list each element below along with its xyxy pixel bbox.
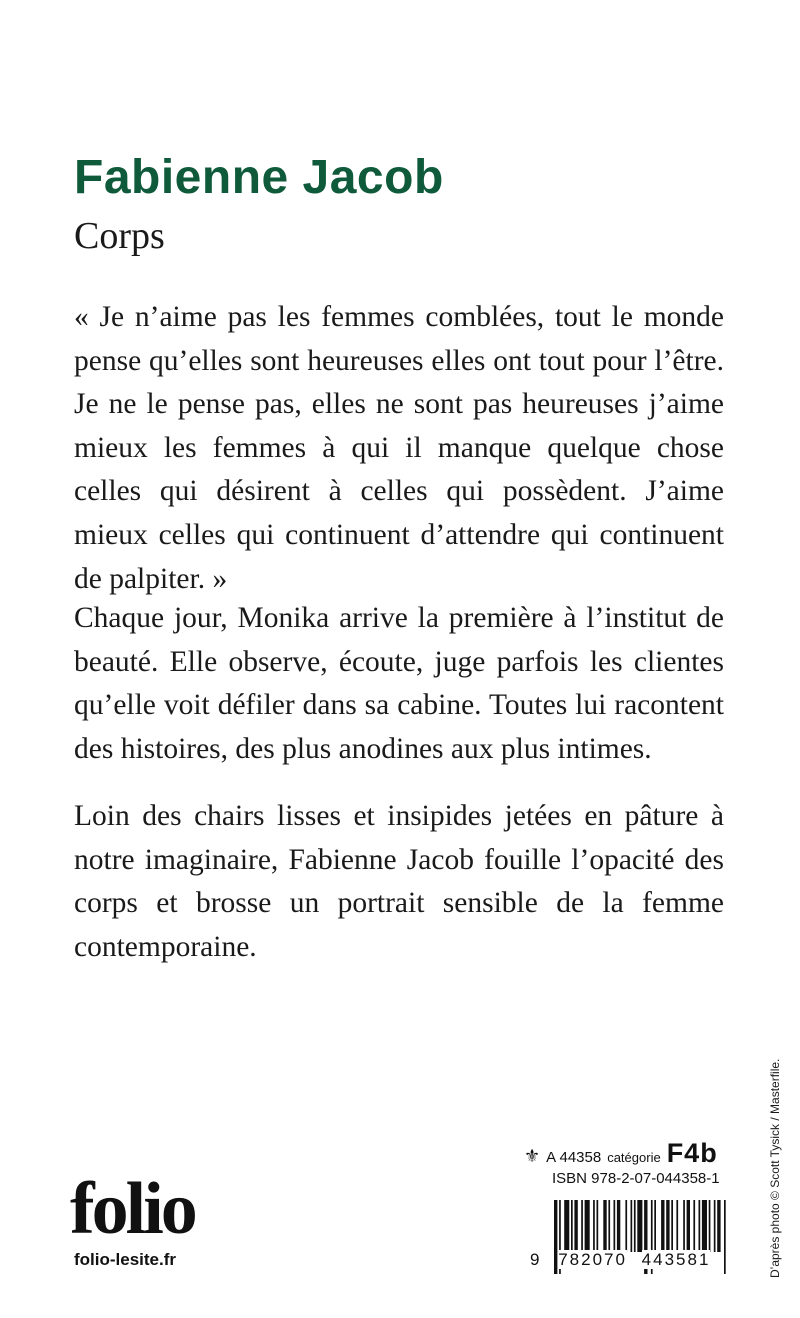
- barcode-bar: [617, 1200, 620, 1252]
- barcode-bar: [687, 1200, 690, 1252]
- barcode-bar: [637, 1200, 642, 1252]
- barcode-bar: [597, 1200, 599, 1252]
- barcode-bar: [676, 1200, 678, 1252]
- barcode-bar: [714, 1200, 716, 1252]
- barcode-bar: [574, 1200, 577, 1252]
- barcode-bar: [581, 1200, 583, 1252]
- barcode-bar: [699, 1200, 701, 1252]
- publisher-logo: folio: [70, 1168, 195, 1250]
- barcode-bar: [608, 1200, 610, 1252]
- category-label: catégorie: [607, 1150, 661, 1165]
- fleur-de-lis-icon: ⚜: [524, 1146, 541, 1166]
- barcode-bar: [709, 1200, 711, 1252]
- barcode-bar: [625, 1200, 627, 1252]
- barcode-bar: [724, 1200, 726, 1274]
- barcode-bar: [666, 1200, 669, 1252]
- isbn: ISBN 978-2-07-044358-1: [552, 1170, 720, 1187]
- barcode-bar: [654, 1200, 656, 1252]
- barcode-bar: [585, 1200, 590, 1252]
- barcode-bar: [702, 1200, 707, 1252]
- author-name: Fabienne Jacob: [74, 151, 444, 204]
- ean-group-1: 782070: [558, 1250, 627, 1269]
- blurb-quote: « Je n’aime pas les femmes comblées, tout le monde pense qu’elles sont heureuses elles ont tout pour l’être. Je ne le pense pas, elles ne sont pas heureuses j’aime mieux les femmes à qui il manque quelque chose celles qui désirent à celles qui possèdent. J’aime mieux celles qui continuent d’attendre qui continuent de palpiter. »: [74, 301, 724, 595]
- blurb-paragraph-2: Chaque jour, Monika arrive la première à l’institut de beauté. Elle observe, écoute, juge parfois les clientes qu’elle voit défiler dans sa cabine. Toutes lui racontent des histoires, des plus anodines aux plus intimes.: [74, 602, 724, 765]
- barcode-bar: [683, 1200, 685, 1252]
- barcode-bar: [717, 1200, 720, 1252]
- book-title: Corps: [74, 215, 165, 257]
- ean-group-2: 443581: [641, 1250, 711, 1269]
- catalog-number: A 44358: [546, 1149, 602, 1166]
- barcode-bar: [634, 1200, 636, 1252]
- barcode-bar: [671, 1200, 673, 1252]
- ean-lead-digit: 9: [530, 1250, 542, 1269]
- category-code: F4b: [666, 1138, 718, 1168]
- barcode-bar: [614, 1200, 616, 1252]
- publisher-website: folio-lesite.fr: [74, 1250, 177, 1269]
- barcode-bar: [631, 1200, 633, 1252]
- barcode-bar: [571, 1200, 573, 1252]
- catalog-line: [524, 1138, 718, 1169]
- barcode-bar: [661, 1200, 664, 1252]
- barcode-bar: [693, 1200, 695, 1252]
- barcode-bar: [593, 1200, 595, 1252]
- barcode-bar: [564, 1200, 569, 1252]
- photo-credit: D’après photo © Scott Tysick / Masterfile.: [768, 1058, 782, 1278]
- blurb-paragraph-3: Loin des chairs lisses et insipides jetées en pâture à notre imaginaire, Fabienne Jacob fouille l’opacité des corps et brosse un portrait sensible de la femme contemporaine.: [74, 800, 724, 963]
- ean-digits: [530, 1250, 710, 1270]
- barcode-bar: [603, 1200, 606, 1252]
